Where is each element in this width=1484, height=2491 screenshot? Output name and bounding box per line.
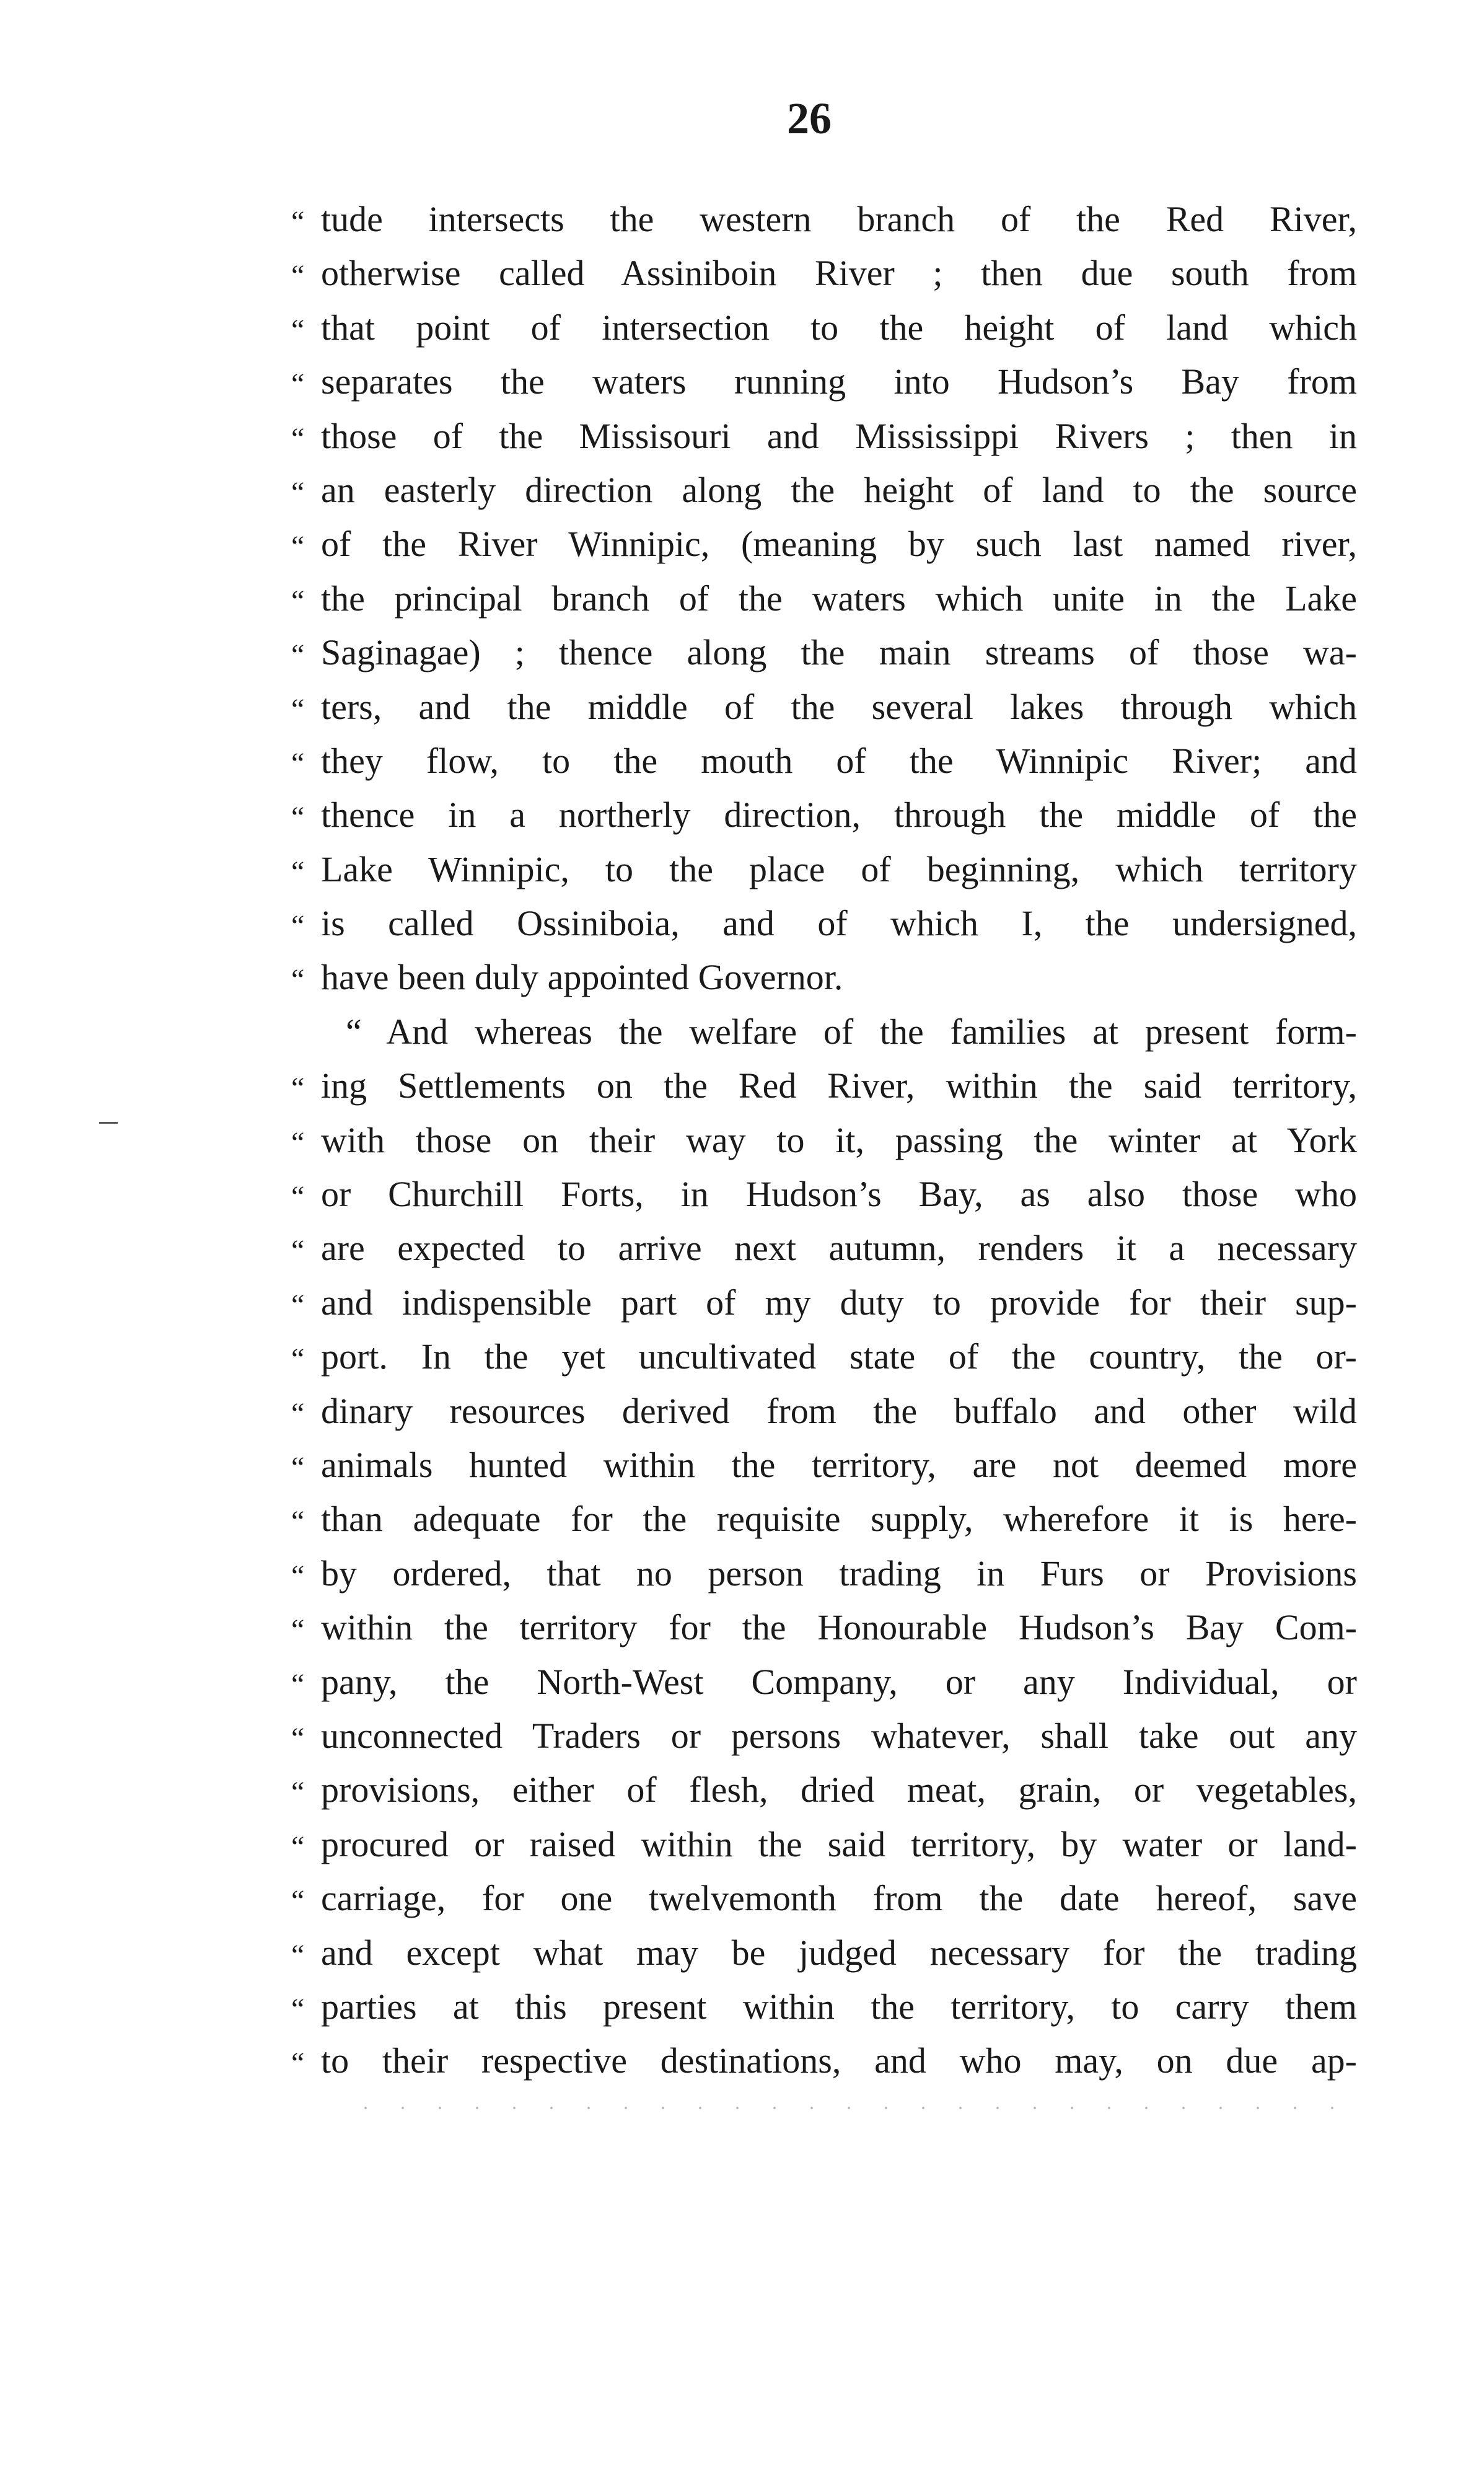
line-text: parties at this present within the territory, to carry them: [321, 1986, 1357, 2027]
text-line: [291, 1119, 1357, 1173]
line-text: and indispensible part of my duty to provide for their sup-: [321, 1282, 1357, 1323]
text-line: [291, 956, 1357, 1010]
quote-mark: “: [291, 1126, 305, 1159]
text-line: [291, 578, 1357, 632]
quote-mark: “: [291, 584, 305, 617]
page-number: 26: [787, 94, 832, 143]
line-text: Lake Winnipic, to the place of beginning, which territory: [321, 849, 1357, 889]
quote-mark: “: [291, 1667, 305, 1701]
quote-mark: “: [291, 909, 305, 943]
line-text: dinary resources derived from the buffalo and other wild: [321, 1390, 1357, 1431]
text-line: [291, 415, 1357, 469]
line-text: and except what may be judged necessary for the trading: [321, 1932, 1357, 1973]
line-text: are expected to arrive next autumn, renders it a necessary: [321, 1228, 1357, 1269]
text-line: [291, 902, 1357, 956]
line-text: ing Settlements on the Red River, within the said territory,: [321, 1065, 1357, 1106]
line-text: otherwise called Assiniboin River ; then due south from: [321, 253, 1357, 294]
quote-mark: “: [291, 855, 305, 888]
text-line: [291, 849, 1357, 902]
line-text: separates the waters running into Hudson’s Bay from: [321, 361, 1357, 402]
text-line: [291, 1173, 1357, 1227]
line-text: within the territory for the Honourable Hudson’s Bay Com-: [321, 1607, 1357, 1648]
quote-mark: “: [291, 1830, 305, 1863]
line-text: of the River Winnipic, (meaning by such last named river,: [321, 524, 1357, 565]
text-line: [291, 1553, 1357, 1607]
quote-mark: “: [291, 801, 305, 834]
line-text: provisions, either of flesh, dried meat, grain, or vegetables,: [321, 1770, 1357, 1810]
line-text: by ordered, that no person trading in Furs or Provisions: [321, 1553, 1357, 1594]
quote-mark: “: [291, 1342, 305, 1376]
text-line: [291, 2040, 1357, 2094]
quote-mark: “: [291, 963, 305, 997]
line-text: or Churchill Forts, in Hudson’s Bay, as also those who: [321, 1174, 1357, 1215]
quote-mark: “: [291, 313, 305, 346]
text-line: [291, 632, 1357, 686]
quote-mark: “: [291, 421, 305, 455]
text-line: [291, 307, 1357, 361]
margin-mark: [99, 1122, 118, 1124]
quote-mark: “: [291, 1992, 305, 2026]
quote-mark: “: [291, 1072, 305, 1105]
quote-mark: “: [291, 746, 305, 780]
line-text: those of the Missisouri and Mississippi Rivers ; then in: [321, 415, 1357, 456]
text-line: [291, 794, 1357, 848]
line-text: to their respective destinations, and who may, on due ap-: [321, 2040, 1357, 2081]
text-line: [291, 1282, 1357, 1336]
quote-mark: “: [291, 1234, 305, 1268]
quote-mark: “: [291, 368, 305, 401]
text-line: [291, 252, 1357, 306]
text-line: [291, 1607, 1357, 1660]
text-line: [291, 1661, 1357, 1715]
text-line: [291, 1769, 1357, 1823]
text-line: [291, 1498, 1357, 1552]
text-line: [291, 469, 1357, 523]
line-text: carriage, for one twelvemonth from the date hereof, save: [321, 1878, 1357, 1919]
body-text: [291, 198, 1357, 2094]
quote-mark: “: [291, 1884, 305, 1918]
text-line: [291, 1390, 1357, 1444]
line-text: have been duly appointed Governor.: [321, 957, 843, 998]
quote-mark: “: [291, 1180, 305, 1214]
quote-mark: “: [291, 1938, 305, 1972]
quote-mark: “: [291, 475, 305, 509]
text-line: [291, 1065, 1357, 1119]
print-speckle-row: [347, 2104, 1351, 2112]
line-text: pany, the North-West Company, or any Individual, or: [321, 1661, 1357, 1702]
text-line: [291, 1336, 1357, 1390]
text-line: [291, 1823, 1357, 1877]
quote-mark: “: [291, 2047, 305, 2080]
text-line: [291, 361, 1357, 415]
quote-mark: “: [291, 1450, 305, 1484]
quote-mark: “: [291, 1776, 305, 1809]
quote-mark: “: [291, 530, 305, 563]
line-text: Saginagae) ; thence along the main streams of those wa-: [321, 632, 1357, 673]
quote-mark: “: [291, 692, 305, 726]
line-text: is called Ossiniboia, and of which I, the undersigned,: [321, 903, 1357, 944]
line-text: animals hunted within the territory, are not deemed more: [321, 1444, 1357, 1485]
line-text: an easterly direction along the height of land to the source: [321, 469, 1357, 510]
text-line: [291, 1932, 1357, 1986]
line-text: tude intersects the western branch of the Red River,: [321, 199, 1357, 239]
line-text: they flow, to the mouth of the Winnipic River; and: [321, 740, 1357, 781]
quote-mark: “: [291, 1559, 305, 1592]
quote-mark: “: [291, 1396, 305, 1430]
quote-mark: “: [291, 1505, 305, 1538]
line-text: ters, and the middle of the several lakes through which: [321, 686, 1357, 727]
line-text: procured or raised within the said territory, by water or land-: [321, 1823, 1357, 1864]
line-text: than adequate for the requisite supply, wherefore it is here-: [321, 1499, 1357, 1540]
text-line: [291, 740, 1357, 794]
line-text: that point of intersection to the height of land which: [321, 307, 1357, 348]
line-text: unconnected Traders or persons whatever, shall take out any: [321, 1715, 1357, 1756]
text-line: [291, 1715, 1357, 1769]
line-text: thence in a northerly direction, through the middle of the: [321, 795, 1357, 835]
text-line: [291, 1227, 1357, 1281]
text-line: [291, 198, 1357, 252]
quote-mark: “: [291, 1613, 305, 1647]
line-text: “ And whereas the welfare of the families at present form-: [346, 1011, 1357, 1052]
paragraph-start-line: [291, 1011, 1357, 1065]
line-text: port. In the yet uncultivated state of the country, the or-: [321, 1336, 1357, 1377]
text-line: [291, 1986, 1357, 2040]
quote-mark: “: [291, 259, 305, 293]
text-line: [291, 686, 1357, 740]
quote-mark: “: [291, 1721, 305, 1755]
line-text: with those on their way to it, passing the winter at York: [321, 1119, 1357, 1160]
quote-mark: “: [291, 638, 305, 672]
text-line: [291, 523, 1357, 577]
quote-mark: “: [291, 205, 305, 238]
text-line: [291, 1444, 1357, 1498]
line-text: the principal branch of the waters which unite in the Lake: [321, 578, 1357, 619]
text-line: [291, 1877, 1357, 1931]
quote-mark: “: [291, 1288, 305, 1321]
